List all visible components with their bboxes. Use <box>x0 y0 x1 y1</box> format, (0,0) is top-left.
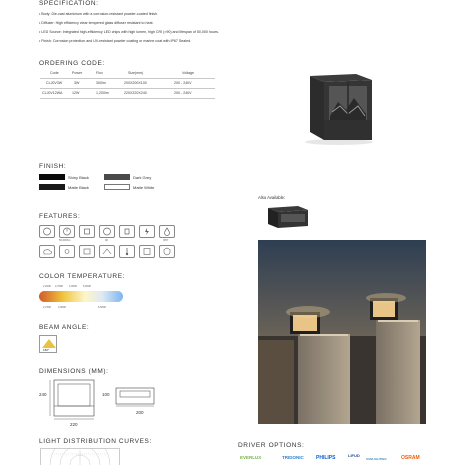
feature-caption: 50,000hrs <box>59 239 71 242</box>
feature-led-chip-icon <box>79 225 95 238</box>
finish-label: Matte White <box>133 185 155 190</box>
driver-brand-lifud: LIFUD <box>348 453 360 458</box>
light-distribution-curve <box>40 448 120 465</box>
table-row <box>40 88 215 98</box>
dimension-width-small: 200 <box>136 410 144 415</box>
table-header-row <box>40 69 215 78</box>
installation-photo <box>258 240 426 424</box>
feature-glass-icon <box>139 245 155 258</box>
color-temperature-gradient <box>39 291 123 302</box>
finish-swatch-matte-white <box>104 184 130 190</box>
features-grid <box>39 225 179 269</box>
temperature-label: 4,000K <box>69 285 78 288</box>
light-distribution-heading: LIGHT DISTRIBUTION CURVES: <box>39 438 152 445</box>
table-cell: 200 - 240V <box>174 88 215 98</box>
ordering-table <box>40 69 215 99</box>
feature-caption: IP67 <box>163 239 169 242</box>
finish-swatch-shiny-black <box>39 174 65 180</box>
table-cell: CLJ0V12WA <box>40 88 68 98</box>
column-header: Size(mm) <box>128 71 144 76</box>
beam-angle-heading: BEAM ANGLE: <box>39 324 90 331</box>
table-cell: 12W <box>68 88 96 98</box>
dimension-drawing-large <box>48 378 104 422</box>
feature-lifespan-icon <box>59 225 75 238</box>
column-header: Power <box>72 71 83 76</box>
beam-angle-box <box>39 335 57 353</box>
driver-brand-osram: OSRAM <box>401 455 420 461</box>
finish-label: Shiny Black <box>68 175 89 180</box>
table-cell: 220X220X240 <box>124 88 174 98</box>
table-cell: 1,200lm <box>96 88 124 98</box>
table-cell: 3W <box>68 78 96 88</box>
dimension-drawing-small <box>112 386 158 408</box>
finish-label: Dark Grey <box>133 175 152 180</box>
table-cell: 200X200X100 <box>124 78 174 88</box>
temperature-label: 5,000K <box>83 285 92 288</box>
table-cell: CLJ0V3W <box>40 78 68 88</box>
finish-label: Matte Black <box>68 185 89 190</box>
dimension-height-small: 100 <box>102 392 110 397</box>
specification-list <box>39 10 219 46</box>
temperature-label: 3,000K <box>58 306 67 309</box>
column-header: Flux <box>96 71 103 76</box>
feature-caption: 90 <box>105 239 108 242</box>
feature-beam-icon <box>99 245 115 258</box>
color-temperature-heading: COLOR TEMPERATURE: <box>39 273 126 280</box>
feature-voltage-icon <box>139 225 155 238</box>
alt-product-image <box>264 204 312 230</box>
feature-cri-90-icon <box>99 225 115 238</box>
product-image <box>296 68 382 148</box>
driver-brand-everlux: EVERLUX <box>240 455 262 460</box>
feature-uv-icon <box>59 245 75 258</box>
driver-brand-philips: PHILIPS <box>316 455 336 461</box>
column-header: Code <box>50 71 59 76</box>
feature-cri-icon <box>39 225 55 238</box>
feature-weather-icon <box>39 245 55 258</box>
finish-swatch-matte-black <box>39 184 65 190</box>
dimensions-heading: DIMENSIONS (MM): <box>39 368 109 375</box>
also-available-label: Also Available: <box>258 195 286 200</box>
finish-swatch-dark-grey <box>104 174 130 180</box>
feature-corrosion-icon <box>79 245 95 258</box>
temperature-label: 6,500K <box>98 306 107 309</box>
spec-line: • Body: Die-cast aluminium with a corrosion-resistant powder-coated finish. <box>39 12 159 16</box>
features-heading: FEATURES: <box>39 213 81 220</box>
feature-temperature-icon <box>119 245 135 258</box>
feature-ip-rating-icon <box>159 225 175 238</box>
spec-line: • Diffuser: High efficiency clear tempered glass diffuser resistant to heat. <box>39 21 154 25</box>
feature-power-icon <box>119 225 135 238</box>
temperature-label: 2,700K <box>55 285 64 288</box>
driver-brand-sunlighting: SUNLIGHTING <box>366 457 387 461</box>
spec-line: • Finish: Corrosion protection and UV-resistant powder coating or marine coat with IP67 Sealed. <box>39 39 192 43</box>
beam-angle-value: 180° <box>43 348 50 352</box>
table-cell: 200 - 240V <box>174 78 215 88</box>
temperature-label: 2,200K <box>43 285 52 288</box>
temperature-label: 2,700K <box>43 306 52 309</box>
table-cell: 300lm <box>96 78 124 88</box>
column-header: Voltage <box>182 71 194 76</box>
ordering-heading: ORDERING CODE: <box>39 60 105 67</box>
dimension-height-large: 240 <box>39 392 47 397</box>
driver-brand-tridonic: TRIDONIC <box>282 455 304 460</box>
table-row <box>40 78 215 88</box>
specification-heading: SPECIFICATION: <box>39 0 99 7</box>
dimension-width-large: 220 <box>70 422 78 427</box>
driver-options-heading: DRIVER OPTIONS: <box>238 442 305 449</box>
finish-heading: FINISH: <box>39 163 67 170</box>
spec-line: • LED Source: Integrated high-efficiency LED chips with high lumen, high CRI (>90) and lifespan of 50,000 hours. <box>39 30 219 34</box>
feature-warranty-icon <box>159 245 175 258</box>
